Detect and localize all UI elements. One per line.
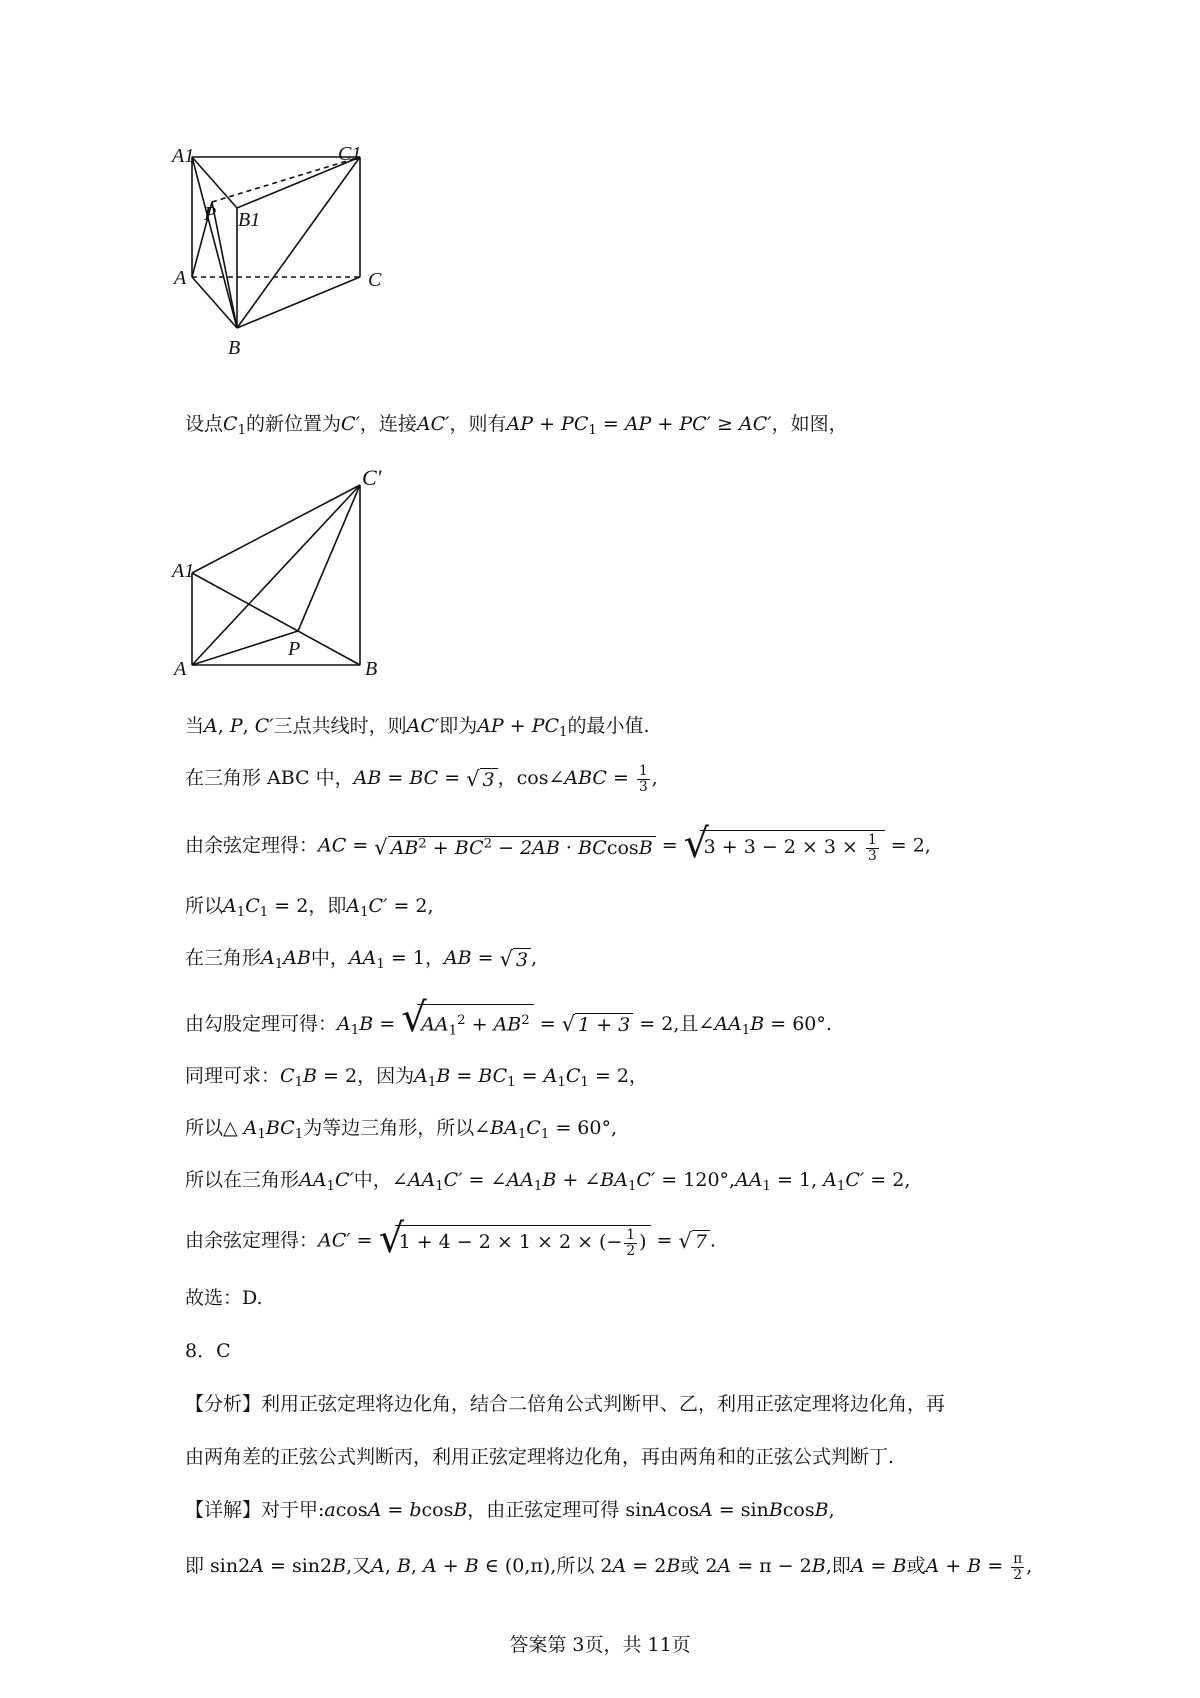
label-A: A (174, 267, 187, 289)
label-P: P (204, 203, 217, 225)
label-Cprime: C′ (362, 465, 382, 490)
text-line-9: 所以△ $A_1BC_1$为等边三角形，所以$\angle BA_1C_1 = 60^\circ$, (185, 1117, 618, 1142)
analysis-line-1: 【分析】利用正弦定理将边化角，结合二倍角公式判断甲、乙，利用正弦定理将边化角，再 (185, 1393, 946, 1415)
figure-unfolded (160, 455, 400, 690)
page-footer: 答案第 3页，共 11页 (509, 1634, 691, 1656)
text-line-2: 当A, P, C′三点共线时，则AC′即为AP + $PC_1$的最小值. (185, 715, 650, 740)
label-C: C (368, 269, 382, 291)
label-A1-fig2: A1 (172, 560, 195, 582)
text-line-11: 由余弦定理得：AC′ = √ 1 + 4 − 2 × 1 × 2 × (− $\frac{1}{2}$ ) = √ 7 . (185, 1216, 716, 1262)
label-C1: C1 (338, 143, 362, 165)
text-line-4: 由余弦定理得：AC = √ $AB^2 + BC^2 - 2AB \cdot BCcosB$ = √ 3 + 3 − 2 × 3 × $\frac{1}{3}$ = 2, (185, 821, 931, 867)
label-P-fig2: P (288, 638, 301, 660)
analysis-line-2: 由两角差的正弦公式判断丙，利用正弦定理将边化角，再由两角和的正弦公式判断丁. (185, 1446, 895, 1468)
text-line-6: 在三角形$A_1AB$中，$AA_1 = 1$，AB = √ 3 , (185, 946, 538, 972)
detail-line-2: 即 sin2A = sin2B,又A, B, A + B ∈ (0,π),所以 2A = 2B或 2A = π − 2B,即A = B或A + B = $\frac{\pi}{2}$ , (185, 1551, 1033, 1583)
detail-line-1: 【详解】对于甲:acosA = bcosB，由正弦定理可得 sinAcosA = sinBcosB, (185, 1499, 835, 1521)
label-A1: A1 (172, 145, 195, 167)
text-line-12: 故选：D. (185, 1287, 263, 1309)
text-line-8: 同理可求：$C_1B = 2$，因为$A_1B = BC_1 = A_1C_1 = 2$， (185, 1065, 648, 1090)
label-B1: B1 (238, 209, 261, 231)
text-line-1: 设点$C_1$的新位置为C′，连接AC′，则有AP + $PC_1$ = AP + PC′ ≥ AC′，如图， (185, 413, 848, 438)
text-line-5: 所以$A_1C_1 = 2$，即$A_1C' = 2$, (185, 895, 434, 920)
label-B: B (228, 337, 241, 359)
text-line-3: 在三角形 ABC 中，AB = BC = √ 3 ，cos∠ABC = $\frac{1}{3}$ , (185, 763, 658, 795)
label-B-fig2: B (365, 658, 378, 680)
label-A-fig2: A (174, 658, 187, 680)
text-line-10: 所以在三角形$AA_1C'$中，$\angle AA_1C'$ = $\angle AA_1B$ + $\angle BA_1C' = 120^\circ,AA_1 = 1$, $A_1C' = 2$, (185, 1169, 911, 1194)
text-line-7: 由勾股定理可得：$A_1B$ = √ $AA_1^2 + AB^2$ = √ 1 + 3 = 2,且$\angle AA_1B = 60^\circ$. (185, 1004, 832, 1046)
figure-prism (160, 140, 400, 385)
question-8-answer: 8．C (185, 1340, 231, 1362)
